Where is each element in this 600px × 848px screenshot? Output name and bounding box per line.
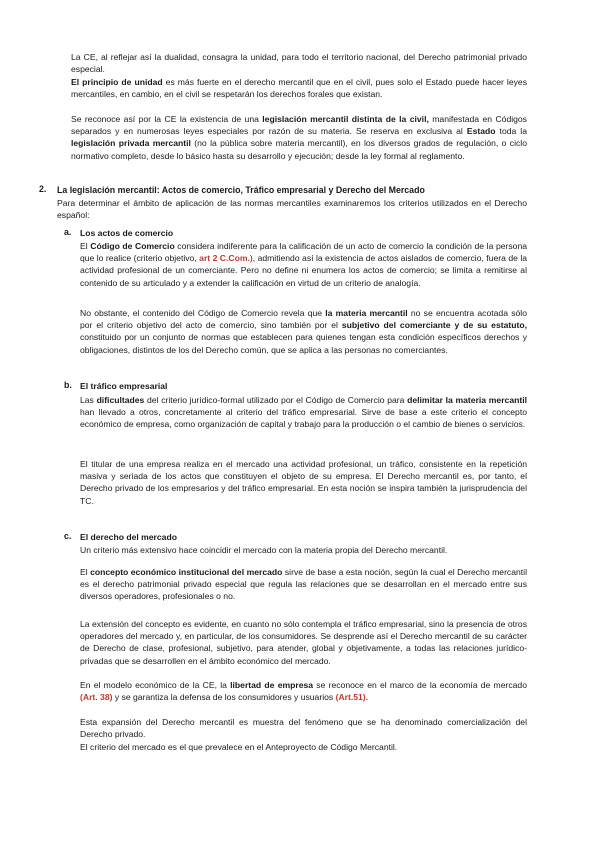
lead-text: Para determinar el ámbito de aplicación de las normas mercantiles examinaremos los criterios utilizados en el Derecho español: [57, 198, 527, 221]
body-text: El [80, 241, 91, 251]
body-text: En el modelo económico de la CE, la [80, 680, 231, 690]
subsection-c-letter: c. [64, 531, 72, 541]
bold-term: Estado [466, 126, 496, 137]
bold-term: El principio de unidad [71, 77, 163, 87]
body-text: La extensión del concepto es evidente, en cuanto no sólo contempla el tráfico empresarial, sino la presencia de otros operadores del mercado y, en particular, de los consumidores. Se desprende así el Derecho mercantil de su carácter de Derecho de clase, profesional, subjetivo, para atender, global y objetivamente, a todas las relaciones jurídico-privadas que se desarrollen en el ámbito económico del mercado. [80, 619, 527, 666]
body-text: Un criterio más extensivo hace coincidir el mercado con la materia propia del Derecho mercantil. [80, 545, 448, 555]
article-reference: art 2 C.Com. [199, 253, 250, 264]
article-reference: (Art.51). [335, 692, 369, 703]
subsection-b-letter: b. [64, 380, 72, 390]
intro-paragraph-3 [71, 113, 527, 162]
intro-text: toda la [495, 126, 527, 137]
subsection-a-paragraph-1 [80, 240, 527, 289]
body-text: han llevado a otros, concretamente al criterio del tráfico empresarial. Sirve de base a este criterio el concepto económico de empresa, como organización de capital y trabajo para la producción o el cambio de bienes o servicios. [80, 407, 527, 430]
article-reference: (Art. 38) [80, 692, 113, 703]
intro-paragraph-1 [71, 51, 527, 75]
subsection-b-title: El tráfico empresarial [80, 381, 168, 391]
section-number: 2. [39, 184, 47, 194]
body-text: El criterio del mercado es el que prevalece en el Anteproyecto de Código Mercantil. [80, 742, 398, 752]
bold-term: dificultades [96, 395, 145, 405]
body-text: No obstante, el contenido del Código de Comercio revela que [80, 308, 326, 318]
body-text: se reconoce en el marco de la economía de mercado [313, 680, 527, 690]
body-text: del criterio jurídico-formal utilizado por el Código de Comercio para [144, 395, 408, 405]
subsection-b-paragraph-2 [80, 458, 527, 507]
subsection-c-paragraph-2 [80, 566, 527, 603]
bold-term: la materia mercantil [325, 308, 408, 318]
intro-text: Se reconoce así por la CE la existencia de una [71, 114, 263, 124]
bold-term: subjetivo del comerciante y de su estatuto, [341, 320, 527, 331]
body-text: no se encuentra acotada sólo por el criterio objetivo del acto de comercio, sino también por el [80, 308, 527, 331]
bold-term: delimitar la materia mercantil [407, 395, 527, 405]
section-lead [57, 197, 527, 221]
bold-term: legislación privada mercantil [71, 138, 191, 149]
subsection-c-paragraph-5 [80, 716, 527, 740]
subsection-a-letter: a. [64, 227, 72, 237]
bold-term: concepto económico institucional del mercado [90, 567, 283, 577]
bold-term: legislación mercantil distinta de la civil, [262, 114, 429, 124]
intro-text: La CE, al reflejar así la dualidad, consagra la unidad, para todo el territorio nacional, del Derecho patrimonial privado especial. [71, 52, 527, 75]
body-text: ), admitiendo así la existencia de actos aislados de comercio, fuera de la actividad profesional de un comerciante. Pero no define ni enumera los actos de comercio; se limita a remitirse al contenido de su articulado y a extender la calificación en virtud de un criterio de analogía. [80, 253, 528, 288]
subsection-b-paragraph-1 [80, 394, 527, 431]
subsection-a-title: Los actos de comercio [80, 228, 174, 238]
body-text: El [80, 567, 91, 577]
intro-paragraph-2 [71, 76, 527, 100]
subsection-c-title: El derecho del mercado [80, 532, 177, 542]
body-text: sirve de base a esta noción, según la cual el Derecho mercantil es el derecho patrimonial privado especial que regula las relaciones que se desarrollan en el mercado entre sus diversos operadores, profesionales o no. [80, 567, 527, 602]
body-text: constituido por un conjunto de normas que establecen para quienes tengan esta condición específicos derechos y obligaciones, distintos de los del Derecho común, que se aplica a las personas no comerciantes. [80, 332, 527, 355]
intro-text: (no la pública sobre materia mercantil), en los diversos grados de regulación, o ciclo normativo completo, desde lo básico hasta su desarrollo y ejecución; desde la ley formal al reglamento. [71, 138, 527, 161]
subsection-a-paragraph-2 [80, 307, 527, 356]
subsection-c-paragraph-1 [80, 544, 527, 556]
section-title: La legislación mercantil: Actos de comercio, Tráfico empresarial y Derecho del Mercado [57, 185, 425, 195]
body-text: y se garantiza la defensa de los consumidores y usuarios [112, 692, 336, 703]
bold-term: libertad de empresa [230, 680, 314, 690]
intro-text: manifestada en Códigos separados y en numerosas leyes especiales por razón de su materia. Se reserva en exclusiva al [71, 114, 527, 137]
body-text: El titular de una empresa realiza en el mercado una actividad profesional, un tráfico, consistente en la repetición masiva y seriada de los actos que constituyen el objeto de su empresa. El Derecho mercantil es, por tanto, el Derecho privado de los empresarios y del tráfico empresarial. En esta noción se inspira también la jurisprudencia del TC. [80, 459, 527, 506]
body-text: Esta expansión del Derecho mercantil es muestra del fenómeno que se ha denominado comercialización del Derecho privado. [80, 717, 527, 740]
intro-text: es más fuerte en el derecho mercantil que en el civil, pues solo el Estado puede hacer leyes mercantiles, en cambio, en el civil se respetarán los derechos forales que existan. [71, 77, 527, 100]
bold-term: Código de Comercio [90, 241, 175, 251]
subsection-c-paragraph-3 [80, 618, 527, 667]
body-text: considera indiferente para la calificación de un acto de comercio la condición de la persona que lo realice (criterio objetivo, [80, 241, 528, 264]
subsection-c-paragraph-4 [80, 679, 527, 703]
body-text: Las [80, 395, 97, 405]
subsection-c-paragraph-6 [80, 741, 527, 753]
